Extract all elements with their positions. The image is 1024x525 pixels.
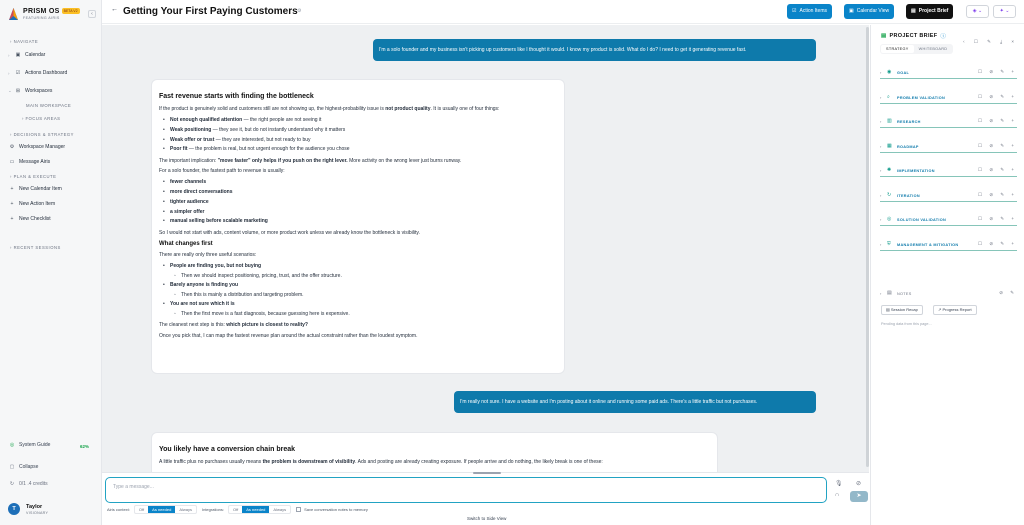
- list-item: • fewer channels: [159, 178, 557, 188]
- issues-list: [159, 116, 557, 155]
- attach-icon[interactable]: ⊘: [856, 481, 862, 487]
- section-label: IMPLEMENTATION: [897, 169, 935, 173]
- user-name: Taylor: [26, 503, 43, 510]
- option-always[interactable]: Always: [273, 507, 287, 512]
- response-subheading: What changes first: [159, 241, 213, 248]
- save-memory-checkbox[interactable]: [296, 507, 301, 512]
- loop-icon: ↻: [887, 191, 892, 198]
- resize-handle[interactable]: [473, 472, 501, 474]
- calendar-icon: ▣: [849, 8, 854, 14]
- headphones-icon[interactable]: ∩: [835, 492, 840, 498]
- section-label: SOLUTION VALIDATION: [897, 218, 947, 222]
- notes-placeholder: Pending data from this page...: [881, 322, 932, 326]
- chevron-right-icon: ›: [880, 94, 882, 100]
- sidebar-item-workspace-manager[interactable]: ⚙ Workspace Manager: [9, 144, 66, 150]
- sub-item-main-workspace[interactable]: MAIN WORKSPACE: [26, 103, 72, 108]
- avatar: T: [8, 503, 20, 515]
- collapse-icon: ▢: [9, 464, 15, 470]
- user-message: I'm really not sure. I have a website and I'm posting about it online and running some paid ads. There's a little traffic but not purchases.: [454, 391, 816, 413]
- assistant-response: [152, 80, 564, 373]
- plus-icon: +: [10, 186, 14, 192]
- integrations-dropdown[interactable]: ◈ ⌄: [966, 5, 989, 18]
- airis-context-label: Airis context:: [107, 507, 130, 512]
- airis-context-toggle[interactable]: [134, 505, 197, 514]
- response-paragraph: If the product is genuinely solid and customers still are not showing up, the highest-probability issue is not product quality. It is usually one of four things:: [159, 106, 500, 112]
- chevron-right-icon: ›: [880, 143, 882, 149]
- list-item: • more direct conversations: [159, 188, 557, 198]
- section-tools[interactable]: ☐ ⊘ ✎ +: [978, 118, 1017, 123]
- checklist-icon: ☑: [792, 8, 797, 14]
- chevron-right-icon: ›: [880, 168, 882, 173]
- section-label: MANAGEMENT & MITIGATION: [897, 242, 959, 247]
- sidebar-item-new-checklist[interactable]: + New Checklist: [8, 216, 98, 222]
- path-list: [159, 178, 557, 227]
- list-item: • tighter audience: [159, 198, 557, 208]
- notes-icon: ▤: [887, 290, 892, 296]
- bulb-icon: ✺: [887, 167, 892, 173]
- list-item: • Poor fit — the problem is real, but not urgent enough for the audience you chose: [159, 145, 557, 155]
- section-tools[interactable]: ☐ ⊘ ✎ +: [978, 69, 1017, 74]
- collapse-sidebar-icon[interactable]: ‹: [88, 10, 96, 18]
- chevron-right-icon: ›: [880, 291, 882, 296]
- brief-section-roadmap[interactable]: [880, 140, 1017, 153]
- brief-section-iteration[interactable]: [880, 189, 1017, 202]
- plus-icon: +: [10, 201, 14, 207]
- section-tools[interactable]: ☐ ⊘ ✎ +: [978, 93, 1017, 99]
- brand-tagline: FEATURING AIRIS: [23, 16, 60, 20]
- list-item: • Barely anyone is finding you: [159, 281, 557, 291]
- sidebar-item-workspaces[interactable]: ⌄ ⊞ Workspaces: [8, 88, 53, 94]
- chevron-right-icon: ›: [880, 217, 882, 222]
- plus-icon: +: [10, 216, 14, 222]
- option-as-needed[interactable]: As needed: [242, 506, 269, 513]
- response-paragraph: There are really only three useful scenarios:: [159, 252, 257, 259]
- section-label: GOAL: [897, 71, 910, 75]
- list-item: • Weak positioning — they see it, but do not instantly understand why it matters: [159, 126, 557, 136]
- section-tools[interactable]: ☐ ⊘ ✎ +: [978, 240, 1017, 246]
- brief-toolbar[interactable]: ‹ ☐ ✎ ⤓ ×: [963, 39, 1018, 44]
- option-off[interactable]: Off: [233, 507, 239, 512]
- send-button[interactable]: ➤: [850, 491, 868, 502]
- sub-item-focus-areas[interactable]: › FOCUS AREAS: [22, 116, 61, 121]
- save-memory-label: Save conversation notes to memory: [304, 507, 368, 512]
- response-paragraph: The cleanest next step is this: which picture is closest to reality?: [159, 321, 308, 328]
- list-item: ◦ Then the first move is a fast diagnosis, because guessing here is expensive.: [159, 310, 557, 319]
- chevron-right-icon: ›: [880, 192, 882, 198]
- shield-icon: ⛨: [887, 240, 891, 247]
- switch-view-link[interactable]: Switch to Side View: [467, 516, 507, 521]
- sidebar-item-calendar[interactable]: › ▣ Calendar: [8, 52, 46, 58]
- sidebar-item-new-calendar-item[interactable]: + New Calendar Item: [8, 186, 98, 192]
- brief-section-solution-validation[interactable]: [880, 213, 1017, 226]
- brief-title: ▤ PROJECT BRIEF ⓘ: [881, 33, 947, 40]
- brief-section-implementation[interactable]: [880, 164, 1017, 177]
- response-paragraph: Once you pick that, I can map the fastest revenue plan around the actual constraint rather than the loudest symptom.: [159, 332, 418, 339]
- plan-label: › PLAN & EXECUTE: [10, 174, 57, 179]
- section-tools[interactable]: ☐ ⊘ ✎ +: [978, 191, 1017, 197]
- progress-report-button[interactable]: ↗ Progress Report: [933, 305, 977, 315]
- recent-sessions-label[interactable]: › RECENT SESSIONS: [10, 245, 61, 250]
- response-paragraph: So I would not start with ads, content volume, or more product work unless we already know the bottleneck is visibility.: [159, 230, 420, 237]
- beta-badge: BETA V2: [63, 9, 78, 14]
- check-icon: ◎: [887, 216, 892, 222]
- user-profile[interactable]: [8, 503, 48, 515]
- list-item: • People are finding you, but not buying: [159, 262, 557, 272]
- option-as-needed[interactable]: As needed: [148, 506, 175, 513]
- integrations-label: Integrations:: [201, 507, 224, 512]
- compass-icon: ◎: [9, 442, 15, 448]
- chevron-right-icon: ›: [8, 52, 10, 58]
- chevron-right-icon: ›: [880, 119, 882, 124]
- search-icon: ⌕: [887, 93, 890, 100]
- list-item: • a simpler offer: [159, 208, 557, 218]
- sidebar-item-actions-dashboard[interactable]: › ☑ Actions Dashboard: [8, 70, 68, 76]
- refresh-icon: ↻: [9, 481, 15, 487]
- section-label: ITERATION: [897, 193, 920, 198]
- back-arrow-icon[interactable]: ←: [111, 6, 118, 13]
- list-item: • You are not sure which it is: [159, 300, 557, 310]
- wrench-icon: ⚙: [9, 144, 15, 150]
- brand-name: PRISM OS: [23, 8, 60, 15]
- response-paragraph: The important implication: "move faster" only helps if you push on the right lever. More activity on the wrong lever just burns runway.: [159, 158, 462, 165]
- microphone-icon[interactable]: 🎙: [835, 481, 843, 487]
- calendar-view-button[interactable]: ▣ Calendar View: [844, 4, 894, 19]
- project-brief-button[interactable]: ▤ Project Brief: [906, 4, 953, 19]
- checklist-icon: ☑: [15, 70, 21, 76]
- chevron-right-icon: ›: [8, 70, 10, 76]
- document-icon: ▤: [881, 33, 887, 39]
- tab-whiteboard[interactable]: WHITEBOARD: [918, 47, 948, 51]
- list-item: • manual selling before scalable marketing: [159, 217, 557, 227]
- system-guide-button[interactable]: ◎ System Guide: [9, 442, 51, 448]
- chat-icon: ▭: [9, 159, 15, 165]
- chevron-right-icon: ›: [880, 241, 882, 247]
- section-tools[interactable]: ⊘ ✎: [999, 290, 1017, 295]
- context-options: [107, 505, 368, 514]
- chevron-right-icon: ›: [880, 70, 882, 75]
- user-message: I'm a solo founder and my business isn't picking up customers like I thought it would. I know my product is solid. What do I do? I need to get it generating revenue fast.: [373, 39, 816, 61]
- scenarios-list: [159, 262, 557, 318]
- list-item: • Not enough qualified attention — the right people are not seeing it: [159, 116, 557, 126]
- brief-section-goal[interactable]: [880, 66, 1017, 79]
- brand[interactable]: [9, 8, 80, 20]
- option-off[interactable]: Off: [138, 507, 145, 512]
- response-heading: Fast revenue starts with finding the bottleneck: [159, 93, 314, 100]
- response-paragraph: For a solo founder, the fastest path to revenue is usually:: [159, 168, 285, 175]
- document-icon: ▤: [911, 8, 916, 14]
- target-icon: ◉: [887, 69, 892, 75]
- sidebar-item-new-action-item[interactable]: + New Action Item: [8, 201, 98, 207]
- collapse-button[interactable]: ▢ Collapse: [9, 464, 39, 470]
- assistant-response: [152, 433, 717, 472]
- section-tools[interactable]: ☐ ⊘ ✎ +: [978, 167, 1017, 172]
- section-label: PROBLEM VALIDATION: [897, 95, 946, 100]
- response-paragraph: A little traffic plus no purchases usually means the problem is downstream of visibility. Ads and posting are already creating exposure. If people arrive and do nothing, the likely break is one of these:: [159, 459, 603, 465]
- section-label: ROADMAP: [897, 144, 919, 149]
- option-always[interactable]: Always: [179, 507, 192, 512]
- user-role: VISIONARY: [26, 510, 49, 515]
- tab-strategy[interactable]: STRATEGY: [881, 45, 914, 53]
- navigate-label: › NAVIGATE: [10, 39, 39, 44]
- calendar-icon: ▣: [15, 52, 21, 58]
- chat-thread: [102, 25, 869, 472]
- left-sidebar: [0, 0, 102, 525]
- action-items-button[interactable]: ☑ Action Items: [787, 4, 832, 19]
- credits: ↻ 0/1 .4 credits: [9, 481, 48, 487]
- top-header: [102, 0, 1024, 24]
- section-tools[interactable]: ☐ ⊘ ✎ +: [978, 142, 1017, 148]
- map-icon: ▦: [887, 142, 892, 149]
- session-recap-button[interactable]: ▤ Session Recap: [881, 305, 923, 315]
- project-brief-panel: [870, 25, 1024, 525]
- integrations-toggle[interactable]: [228, 505, 291, 514]
- page-title: Getting Your First Paying Customers: [123, 6, 298, 17]
- list-item: • Weak offer or trust — they are interested, but not ready to buy: [159, 136, 557, 146]
- info-icon[interactable]: ⓘ: [940, 34, 947, 40]
- guide-progress: 62%: [80, 444, 90, 449]
- notes-section[interactable]: [880, 288, 1017, 300]
- decisions-label: › DECISIONS & STRATEGY: [10, 132, 74, 137]
- brief-section-research[interactable]: [880, 115, 1017, 128]
- brief-section-problem-validation[interactable]: [880, 91, 1017, 104]
- share-dropdown[interactable]: ✦ ⌄: [993, 5, 1016, 18]
- section-tools[interactable]: ☐ ⊘ ✎ +: [978, 216, 1017, 221]
- prism-logo-icon: [9, 8, 18, 20]
- settings-icon[interactable]: ⚙: [297, 8, 302, 14]
- section-label: RESEARCH: [897, 120, 921, 124]
- notes-label: NOTES: [897, 292, 912, 296]
- sidebar-item-message-airis[interactable]: ▭ Message Airis: [9, 159, 51, 165]
- grid-icon: ⊞: [15, 88, 21, 94]
- brief-section-management-mitigation[interactable]: [880, 238, 1017, 251]
- list-item: ◦ Then we should inspect positioning, pricing, trust, and the offer structure.: [159, 272, 557, 281]
- book-icon: ▥: [887, 118, 892, 124]
- message-input[interactable]: Type a message...: [105, 477, 827, 503]
- list-item: ◦ Then this is mainly a distribution and targeting problem.: [159, 291, 557, 300]
- chat-scrollbar[interactable]: [866, 27, 869, 467]
- brief-tabs: [880, 44, 953, 54]
- response-heading: You likely have a conversion chain break: [159, 446, 296, 453]
- chevron-down-icon: ⌄: [8, 88, 12, 93]
